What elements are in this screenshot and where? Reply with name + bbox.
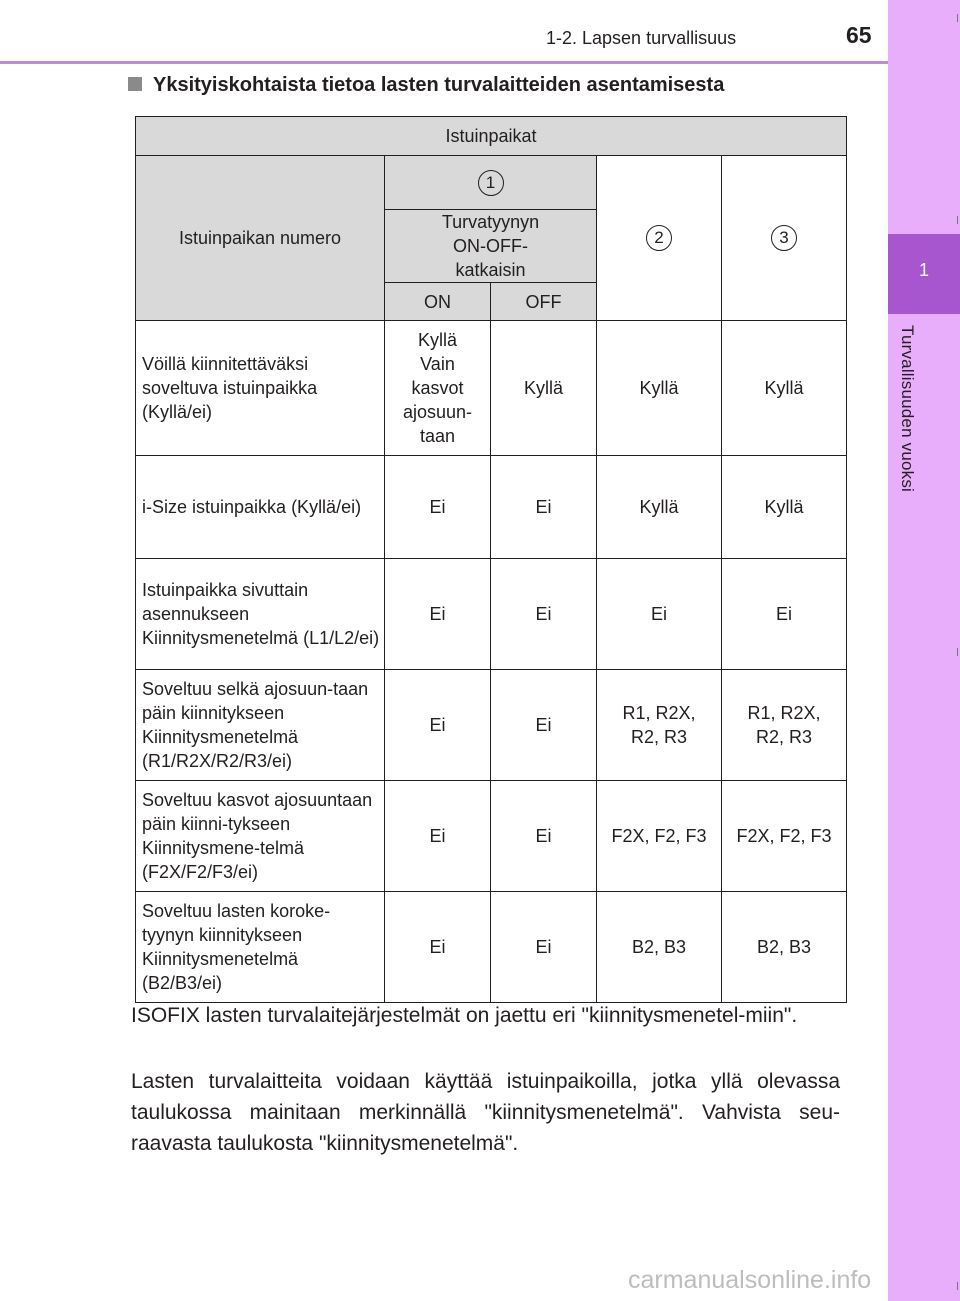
row-label: Soveltuu kasvot ajosuuntaan päin kiinni-tykseen Kiinnitysmene-telmä (F2X/F2/F3/ei) (136, 781, 385, 892)
seat-1-number: 1 (478, 170, 504, 196)
chapter-side-band (888, 0, 960, 1301)
airbag-switch-label: Turvatyynyn ON-OFF-katkaisin (385, 210, 597, 283)
table-row (136, 321, 847, 456)
table-title: Istuinpaikat (136, 117, 847, 156)
cell-on: Ei (385, 670, 491, 781)
cell-seat-3: Kyllä (722, 321, 847, 456)
cell-seat-2: R1, R2X, R2, R3 (597, 670, 722, 781)
chapter-title: Turvallisuuden vuoksi (898, 325, 917, 493)
edge-tick (957, 14, 958, 22)
seat-3-number: 3 (771, 225, 797, 251)
cell-seat-3: B2, B3 (722, 892, 847, 1003)
cell-off: Ei (491, 559, 597, 670)
cell-off: Ei (491, 781, 597, 892)
cell-seat-2: B2, B3 (597, 892, 722, 1003)
table-row (136, 781, 847, 892)
edge-tick (957, 1282, 958, 1290)
body-paragraph: Lasten turvalaitteita voidaan käyttää istuinpaikoilla, jotka yllä olevassa taulukossa mainitaan merkinnällä "kiinnitysmenetelmä". Vahvista seu-raavasta taulukosta "kiinnitysmenetelmä". (131, 1070, 840, 1155)
cell-seat-2: F2X, F2, F3 (597, 781, 722, 892)
cell-seat-3: F2X, F2, F3 (722, 781, 847, 892)
square-bullet-icon (128, 77, 142, 91)
page-number: 65 (846, 22, 872, 48)
seat-1-header (385, 156, 597, 210)
row-label: Soveltuu selkä ajosuun-taan päin kiinnitykseen Kiinnitysmenetelmä (R1/R2X/R2/R3/ei) (136, 670, 385, 781)
table-row (136, 456, 847, 559)
switch-on-label: ON (385, 283, 491, 321)
cell-on: Ei (385, 781, 491, 892)
seat-3-header (722, 156, 847, 321)
cell-seat-2: Ei (597, 559, 722, 670)
cell-off: Ei (491, 670, 597, 781)
cell-off: Ei (491, 892, 597, 1003)
chapter-tab[interactable] (888, 234, 960, 314)
table-row (136, 559, 847, 670)
watermark: carmanualsonline.info (628, 1266, 872, 1294)
cell-seat-3: R1, R2X, R2, R3 (722, 670, 847, 781)
cell-seat-3: Ei (722, 559, 847, 670)
cell-on: Ei (385, 456, 491, 559)
header-rule (0, 61, 888, 64)
seat-2-number: 2 (646, 225, 672, 251)
cell-seat-3: Kyllä (722, 456, 847, 559)
edge-tick (957, 216, 958, 224)
cell-seat-2: Kyllä (597, 456, 722, 559)
cell-on: Ei (385, 559, 491, 670)
table-row (136, 892, 847, 1003)
row-label: Vöillä kiinnitettäväksi soveltuva istuinpaikka (Kyllä/ei) (136, 321, 385, 456)
switch-off-label: OFF (491, 283, 597, 321)
row-label: Istuinpaikka sivuttain asennukseen Kiinnitysmenetelmä (L1/L2/ei) (136, 559, 385, 670)
edge-tick (957, 648, 958, 656)
section-heading-text: Yksityiskohtaista tietoa lasten turvalaitteiden asentamisesta (153, 74, 725, 96)
row-label: i-Size istuinpaikka (Kyllä/ei) (136, 456, 385, 559)
cell-seat-2: Kyllä (597, 321, 722, 456)
cell-on: Kyllä Vain kasvot ajosuun-taan (385, 321, 491, 456)
row-label: Soveltuu lasten koroke-tyynyn kiinnitykseen Kiinnitysmenetelmä (B2/B3/ei) (136, 892, 385, 1003)
cell-off: Ei (491, 456, 597, 559)
seat-2-header (597, 156, 722, 321)
seat-position-table (135, 116, 847, 1003)
chapter-number: 1 (918, 260, 929, 280)
cell-off: Kyllä (491, 321, 597, 456)
cell-on: Ei (385, 892, 491, 1003)
body-paragraph: ISOFIX lasten turvalaitejärjestelmät on jaettu eri "kiinnitysmenetel-miin". (131, 1004, 798, 1027)
section-heading (128, 74, 724, 97)
seat-number-label: Istuinpaikan numero (136, 156, 385, 321)
running-header: 1-2. Lapsen turvallisuus (546, 28, 737, 48)
table-row (136, 670, 847, 781)
